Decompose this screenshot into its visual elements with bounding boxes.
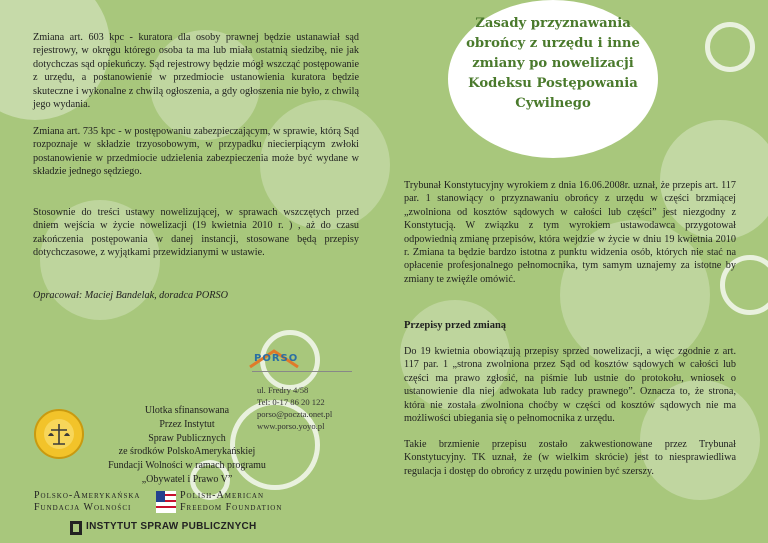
paragraph-tk-ruling: Trybunał Konstytucyjny wyrokiem z dnia 16.06.2008r. uznał, że przepis art. 117 par. 1 stanowiący o przyznawaniu obrońcy z urzędu w części brzmiącej „zwolniona od kosztów sądowych w całości lub części” jest niezgodny z Konstytucją. W związku z tym wyrokiem ustawodawca przygotował odpowiednią zmianę przepisów, która wejdzie w życie w dniu 19 kwietnia 2010 r. Zmiana ta będzie bardzo istotna z punktu widzenia osób, których nie stać na opłacenie profesjonalnego pełnomocnika, tym samym uznajemy za istotne by zmiany te zwięźle omówić. bbox=[404, 180, 736, 285]
pafw-logo-line2: Fundacja Wolności bbox=[34, 502, 132, 513]
paragraph-challenged: Takie brzmienie przepisu zostało zakwestionowane przez Trybunał Konstytucyjny. TK uznał, że (w wielkim skrócie) jest to niesprawiedliwa regulacja i dostęp do obrońcy z urzędu powinien być szerszy. bbox=[404, 439, 736, 477]
pafw-logo bbox=[34, 490, 164, 514]
porso-logo-text: PORSO bbox=[254, 353, 299, 364]
decorative-ring bbox=[705, 22, 755, 72]
paragraph-before-change: Do 19 kwietnia obowiązują przepisy sprzed nowelizacji, a więc zgodnie z art. 117 par. 1 „strona zwolniona przez Sąd od kosztów sądowych w całości lub części ma prawo zgłosić, na piśmie lub ustnie do protokołu, wniosek o ustanowienie dla niej adwokata lub radcy prawnego”. Oznacza to, że strona, która nie została zwolniona choćby w części od kosztów sądowych nie ma możliwości ubiegania się o pełnomocnika z urzędu. bbox=[404, 346, 736, 425]
flag-icon bbox=[156, 491, 176, 513]
page-title: Zasady przyznawania obrońcy z urzędu i inne zmiany po nowelizacji Kodeksu Postępowania Cywilnego bbox=[466, 16, 640, 111]
section-heading: Przepisy przed zmianą bbox=[404, 320, 507, 331]
paff-logo-line2: Freedom Foundation bbox=[180, 502, 283, 513]
funding-line: Spraw Publicznych bbox=[148, 433, 226, 444]
isp-logo-mark bbox=[70, 520, 82, 534]
porso-phone: Tel: 0-17 86 20 122 bbox=[257, 397, 325, 407]
porso-address: ul. Fredry 4/58 bbox=[257, 385, 309, 395]
paff-logo-line1: Polish-American bbox=[180, 490, 265, 501]
funding-line: Fundacji Wolności w ramach programu bbox=[108, 460, 266, 471]
porso-website[interactable]: www.porso.yoyo.pl bbox=[257, 421, 325, 431]
porso-logo bbox=[238, 345, 356, 383]
porso-email[interactable]: porso@poczta.onet.pl bbox=[257, 409, 333, 419]
paragraph-art-735: Zmiana art. 735 kpc - w postępowaniu zabezpieczającym, w sprawie, którą Sąd rozpoznaje w składzie trzyosobowym, w przypadku niecierpiącym zwłoki postanowienie w przedmiocie udzielenia zabezpieczenia może być wydane w składzie jednego sędziego. bbox=[33, 126, 359, 178]
funding-line: Ulotka sfinansowana bbox=[144, 405, 230, 416]
obywatel-i-prawo-badge bbox=[33, 408, 85, 460]
paragraph-art-603: Zmiana art. 603 kpc - kuratora dla osoby prawnej będzie ustanawiał sąd rejestrowy, w okręgu którego osoba ta ma lub miała ostatnią siedzibę, nie jak dotychczas sąd opiekuńczy. Sąd rejestrowy będzie mógł wszcząć postępowanie z urzędu, a postanowienie w przedmiocie ustanowienia kuratora będzie skuteczne i wykonalne z chwilą ogłoszenia, a gdy ogłoszenia nie było, z chwilą jego wydania. bbox=[33, 32, 359, 111]
funding-line: „Obywatel i Prawo V” bbox=[141, 474, 233, 485]
paff-logo bbox=[180, 490, 310, 514]
funding-line: Przez Instytut bbox=[159, 419, 215, 430]
pafw-logo-line1: Polsko-Amerykańska bbox=[34, 490, 141, 501]
funding-line: ze środków PolskoAmerykańskiej bbox=[118, 446, 256, 457]
author-credit: Opracował: Maciej Bandelak, doradca PORSO bbox=[33, 290, 228, 301]
isp-logo-text: INSTYTUT SPRAW PUBLICZNYCH bbox=[86, 521, 257, 532]
paragraph-transition: Stosownie do treści ustawy nowelizującej, w sprawach wszczętych przed dniem wejścia w życie nowelizacji (19 kwietnia 2010 r. ) , aż do czasu zakończenia postępowania w danej instancji, stosowane będą przepisy dotychczasowe, z wyjątkami przewidzianymi w ustawie. bbox=[33, 207, 359, 259]
